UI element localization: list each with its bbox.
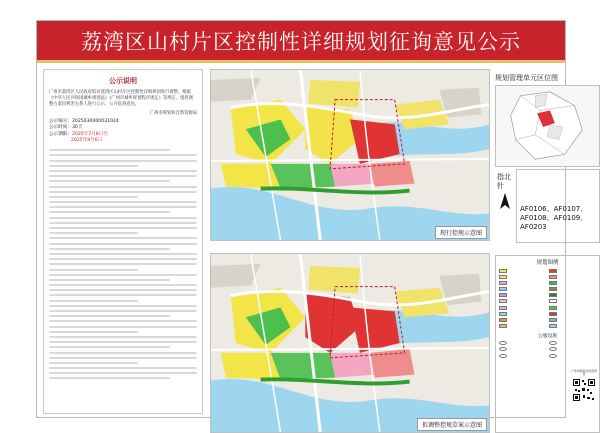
notice-period-label: 公示时间： [49, 125, 72, 131]
notice-panel [43, 69, 203, 414]
current-plan-map-image [211, 70, 489, 240]
planning-unit-line: AF0203 [520, 223, 547, 231]
legend-item [549, 347, 596, 352]
proposed-plan-map-image [211, 254, 489, 432]
legend-item [549, 318, 596, 323]
legend-item [499, 311, 546, 316]
legend-item [549, 293, 596, 298]
location-map-title: 规划管理单元区位图 [495, 74, 558, 82]
legend-swatch [549, 324, 557, 328]
planning-units-box [516, 169, 600, 243]
legend-item [549, 268, 596, 273]
legend-item [499, 274, 546, 279]
legend-item [499, 280, 546, 285]
legend-item [499, 341, 546, 346]
location-map[interactable] [495, 85, 600, 167]
legend-swatch [549, 306, 557, 310]
legend-swatch [549, 312, 557, 316]
north-label: 指北针 [497, 173, 511, 190]
notice-period: 30天 [71, 125, 83, 131]
legend-item [549, 353, 596, 358]
notice-dates-label: 公示期限： [49, 131, 72, 137]
legend-item [549, 311, 596, 316]
legend-item [499, 287, 546, 292]
planning-unit-line: AF0108、AF0109、 [520, 214, 588, 222]
legend-swatch [499, 354, 507, 358]
proposed-plan-map[interactable] [210, 253, 490, 433]
notice-frame [36, 20, 588, 429]
legend-swatch [499, 287, 507, 291]
legend-swatch [549, 341, 557, 345]
legend-swatch [549, 293, 557, 297]
legend-item [499, 324, 546, 329]
legend-item [549, 341, 596, 346]
legend-subheading: 公服设施 [537, 333, 558, 339]
notice-date-end-row [49, 138, 197, 144]
legend-swatch [549, 354, 557, 358]
notice-date-start: 2025年7月8日至 [71, 131, 108, 137]
facility-legend-grid [499, 341, 596, 358]
legend-swatch [549, 281, 557, 285]
legend-swatch [499, 312, 507, 316]
legend-item [499, 299, 546, 304]
legend-swatch [499, 299, 507, 303]
legend-item [499, 268, 546, 273]
notice-date-end: 2025年8月6日 [71, 137, 103, 143]
notice-body-text [49, 149, 197, 379]
proposed-plan-caption: 拟调整控规草案示意图 [417, 418, 487, 431]
legend-swatch [549, 275, 557, 279]
legend-swatch [499, 318, 507, 322]
notice-signature: 广州市规划和自然资源局 [149, 111, 197, 116]
legend-item [549, 305, 596, 310]
legend-swatch [549, 318, 557, 322]
legend-item [549, 287, 596, 292]
notice-heading: 公示说明 [109, 77, 137, 85]
legend-swatch [549, 287, 557, 291]
qr-code-icon[interactable] [572, 378, 596, 402]
legend-grid [499, 268, 596, 329]
notice-number-label: 公示编号： [49, 119, 72, 124]
legend-swatch [499, 269, 507, 273]
location-map-image [496, 86, 599, 166]
legend-swatch [549, 269, 557, 273]
legend-panel [495, 255, 600, 433]
legend-swatch [499, 341, 507, 345]
legend-heading: 规划图例 [536, 260, 559, 266]
legend-item [499, 347, 546, 352]
page-title: 荔湾区山村片区控制性详细规划征询意见公示 [81, 29, 521, 54]
legend-item [499, 353, 546, 358]
legend-swatch [549, 299, 557, 303]
legend-swatch [499, 281, 507, 285]
current-plan-caption: 现行控规示意图 [435, 226, 487, 239]
legend-item [549, 274, 596, 279]
north-arrow-icon [498, 193, 512, 209]
legend-item [499, 305, 546, 310]
legend-swatch [499, 306, 507, 310]
legend-item [499, 293, 546, 298]
legend-item [549, 324, 596, 329]
legend-item [499, 318, 546, 323]
legend-item [549, 280, 596, 285]
notice-number: 2025030000031024 [71, 119, 119, 124]
legend-swatch [499, 293, 507, 297]
legend-swatch [499, 275, 507, 279]
legend-swatch [499, 347, 507, 351]
title-banner [37, 21, 565, 63]
notice-meta [49, 119, 197, 144]
legend-item [549, 299, 596, 304]
legend-swatch [499, 324, 507, 328]
current-plan-map[interactable] [210, 69, 490, 241]
planning-unit-line: AF0106、AF0107、 [520, 205, 588, 213]
notice-intro: 广州市荔湾区人民政府拟对荔湾区山村片区控制性详细规划进行调整。根据《中华人民共和国城乡规划法》《广州市城乡规划程序规定》等规定，现将调整方案向利害关系人进行公示，公开征询意见。 [49, 90, 193, 107]
legend-swatch [549, 347, 557, 351]
qr-caption: 广州市规划和自然资源局 [571, 370, 597, 376]
